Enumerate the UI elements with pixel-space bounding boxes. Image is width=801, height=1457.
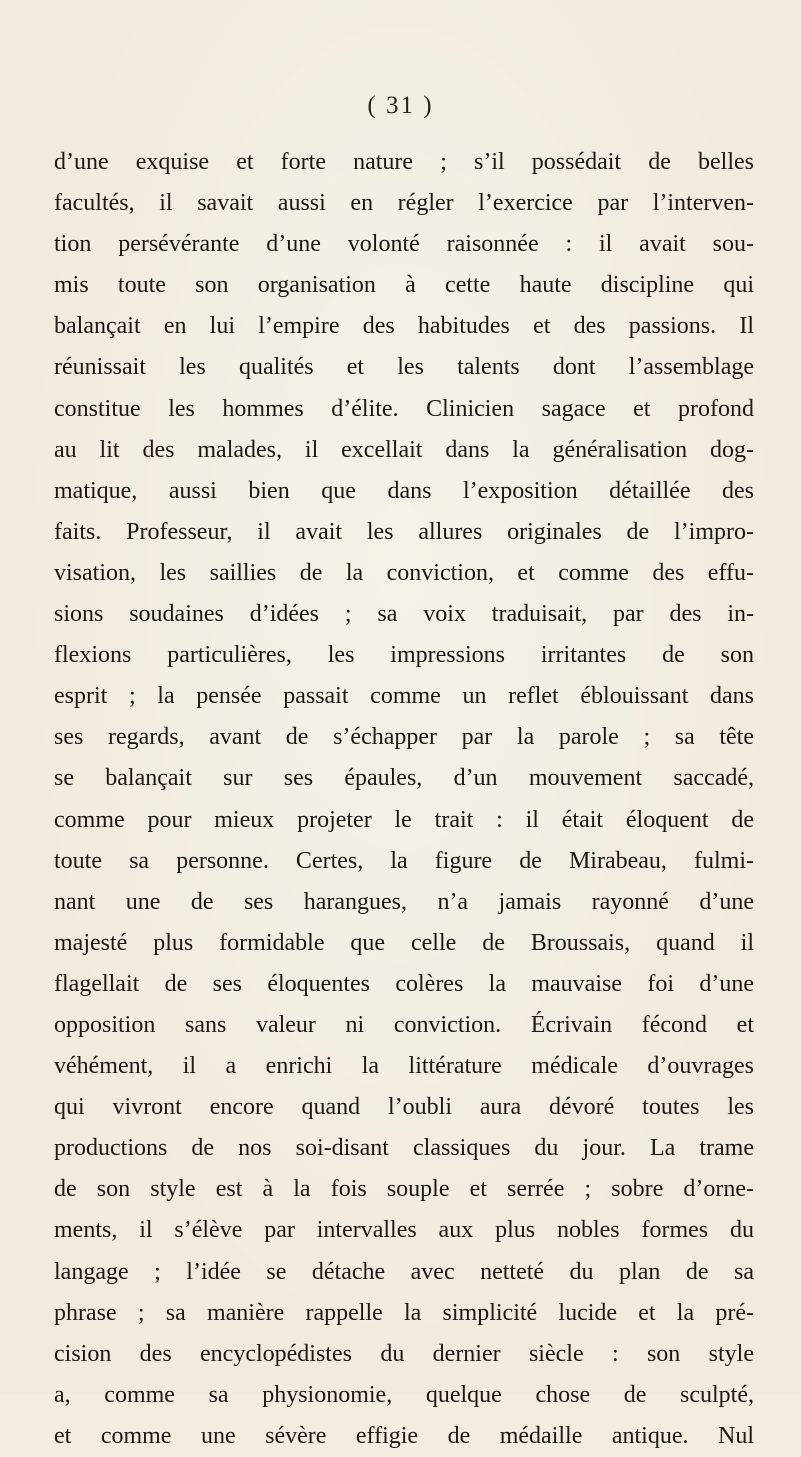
text-line: ses regards, avant de s’échapper par la parole ; sa tête: [54, 724, 754, 751]
text-line: productions de nos soi-disant classiques du jour. La trame: [54, 1135, 754, 1162]
text-line: toute sa personne. Certes, la figure de Mirabeau, fulmi-: [54, 847, 754, 874]
text-line: nant une de ses harangues, n’a jamais rayonné d’une: [54, 888, 754, 915]
text-line: majesté plus formidable que celle de Broussais, quand il: [54, 929, 754, 956]
text-line: de son style est à la fois souple et serrée ; sobre d’orne-: [54, 1176, 754, 1203]
text-line: langage ; l’idée se détache avec netteté du plan de sa: [54, 1258, 754, 1285]
page-number: ( 31 ): [367, 92, 434, 119]
text-line: véhément, il a enrichi la littérature médicale d’ouvrages: [54, 1053, 754, 1080]
text-line: cision des encyclopédistes du dernier siècle : son style: [54, 1340, 754, 1367]
text-line: visation, les saillies de la conviction, et comme des effu-: [54, 559, 754, 586]
text-line: tion persévérante d’une volonté raisonnée : il avait sou-: [54, 231, 754, 258]
text-line: constitue les hommes d’élite. Clinicien sagace et profond: [54, 395, 754, 422]
body-text: [54, 142, 754, 1457]
text-line: au lit des malades, il excellait dans la généralisation dog-: [54, 436, 754, 463]
text-line: balançait en lui l’empire des habitudes et des passions. Il: [54, 313, 754, 340]
text-line: flagellait de ses éloquentes colères la mauvaise foi d’une: [54, 970, 754, 997]
text-line: comme pour mieux projeter le trait : il était éloquent de: [54, 806, 754, 833]
text-line: ments, il s’élève par intervalles aux plus nobles formes du: [54, 1217, 754, 1244]
text-line: opposition sans valeur ni conviction. Écrivain fécond et: [54, 1011, 754, 1038]
text-line: a, comme sa physionomie, quelque chose de sculpté,: [54, 1381, 754, 1408]
text-line: matique, aussi bien que dans l’exposition détaillée des: [54, 477, 754, 504]
text-line: qui vivront encore quand l’oubli aura dévoré toutes les: [54, 1094, 754, 1121]
text-line: faits. Professeur, il avait les allures originales de l’impro-: [54, 518, 754, 545]
text-line: sions soudaines d’idées ; sa voix traduisait, par des in-: [54, 601, 754, 628]
text-line: flexions particulières, les impressions irritantes de son: [54, 642, 754, 669]
text-line: se balançait sur ses épaules, d’un mouvement saccadé,: [54, 765, 754, 792]
text-line: d’une exquise et forte nature ; s’il possédait de belles: [54, 149, 754, 175]
text-line: mis toute son organisation à cette haute discipline qui: [54, 272, 754, 299]
text-line: esprit ; la pensée passait comme un reflet éblouissant dans: [54, 683, 754, 710]
text-line: réunissait les qualités et les talents dont l’assemblage: [54, 354, 754, 381]
text-line: phrase ; sa manière rappelle la simplicité lucide et la pré-: [54, 1299, 754, 1326]
text-line: facultés, il savait aussi en régler l’exercice par l’interven-: [54, 190, 754, 217]
text-line: et comme une sévère effigie de médaille antique. Nul: [54, 1422, 754, 1449]
